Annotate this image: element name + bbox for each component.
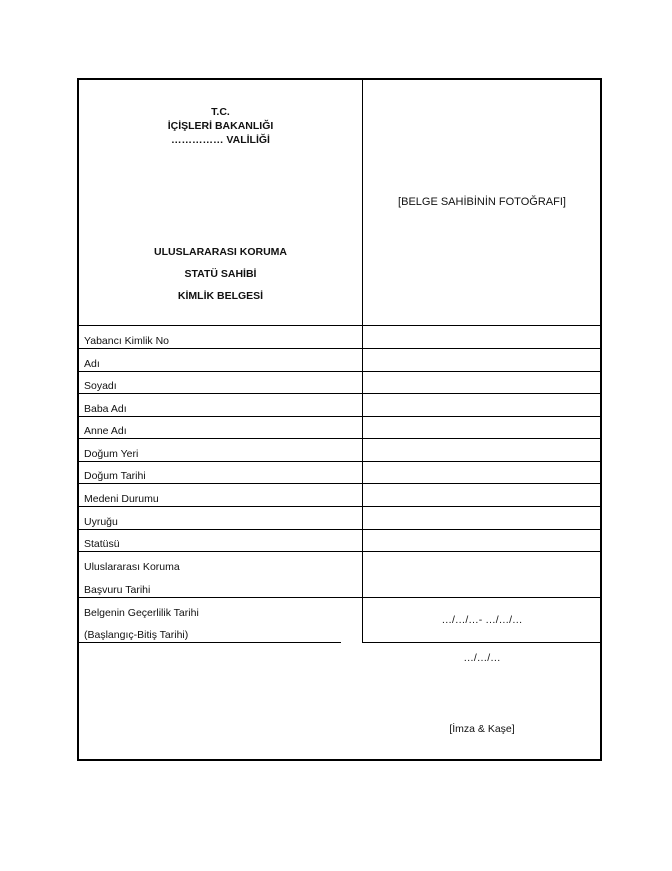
field-label-birth-date: Doğum Tarihi (84, 470, 146, 482)
field-label-foreign-id: Yabancı Kimlik No (84, 335, 170, 347)
row-divider (79, 483, 602, 484)
row-divider (79, 461, 602, 462)
row-divider (79, 325, 602, 326)
field-label-mother-name: Anne Adı (84, 425, 127, 437)
field-label-validity-line-1: Belgenin Geçerlilik Tarihi (84, 607, 199, 619)
row-divider (79, 529, 602, 530)
field-label-validity-line-2: (Başlangıç-Bitiş Tarihi) (84, 629, 189, 641)
field-label-birth-place: Doğum Yeri (84, 448, 139, 460)
field-label-application-line-1: Uluslararası Koruma (84, 561, 180, 573)
field-label-marital-status: Medeni Durumu (84, 493, 159, 505)
validity-value: …/…/…- …/…/… (441, 614, 523, 626)
row-divider (79, 642, 341, 643)
photo-placeholder: [BELGE SAHİBİNİN FOTOĞRAFI] (398, 196, 566, 208)
row-divider (79, 506, 602, 507)
identity-document-form (77, 78, 602, 761)
footer-date: …/…/… (463, 652, 501, 664)
field-label-father-name: Baba Adı (84, 403, 127, 415)
row-divider (362, 642, 602, 643)
field-label-name: Adı (84, 358, 100, 370)
header-tc: T.C. (211, 106, 230, 118)
row-divider (79, 438, 602, 439)
title-line-1: ULUSLARARASI KORUMA (154, 246, 287, 258)
field-label-surname: Soyadı (84, 380, 117, 392)
row-divider (79, 393, 602, 394)
row-divider (79, 371, 602, 372)
row-divider (79, 348, 602, 349)
row-divider (79, 416, 602, 417)
title-line-3: KİMLİK BELGESİ (177, 290, 264, 302)
header-ministry: İÇİŞLERİ BAKANLIĞI (167, 120, 274, 132)
title-line-2: STATÜ SAHİBİ (184, 268, 257, 280)
signature-placeholder: [İmza & Kaşe] (449, 723, 515, 735)
field-label-status: Statüsü (84, 538, 120, 550)
field-label-application-line-2: Başvuru Tarihi (84, 584, 151, 596)
field-label-nationality: Uyruğu (84, 516, 118, 528)
row-divider (79, 551, 602, 552)
header-governorship: …………… VALİLİĞİ (171, 134, 270, 146)
column-divider (362, 80, 363, 642)
row-divider (79, 597, 602, 598)
